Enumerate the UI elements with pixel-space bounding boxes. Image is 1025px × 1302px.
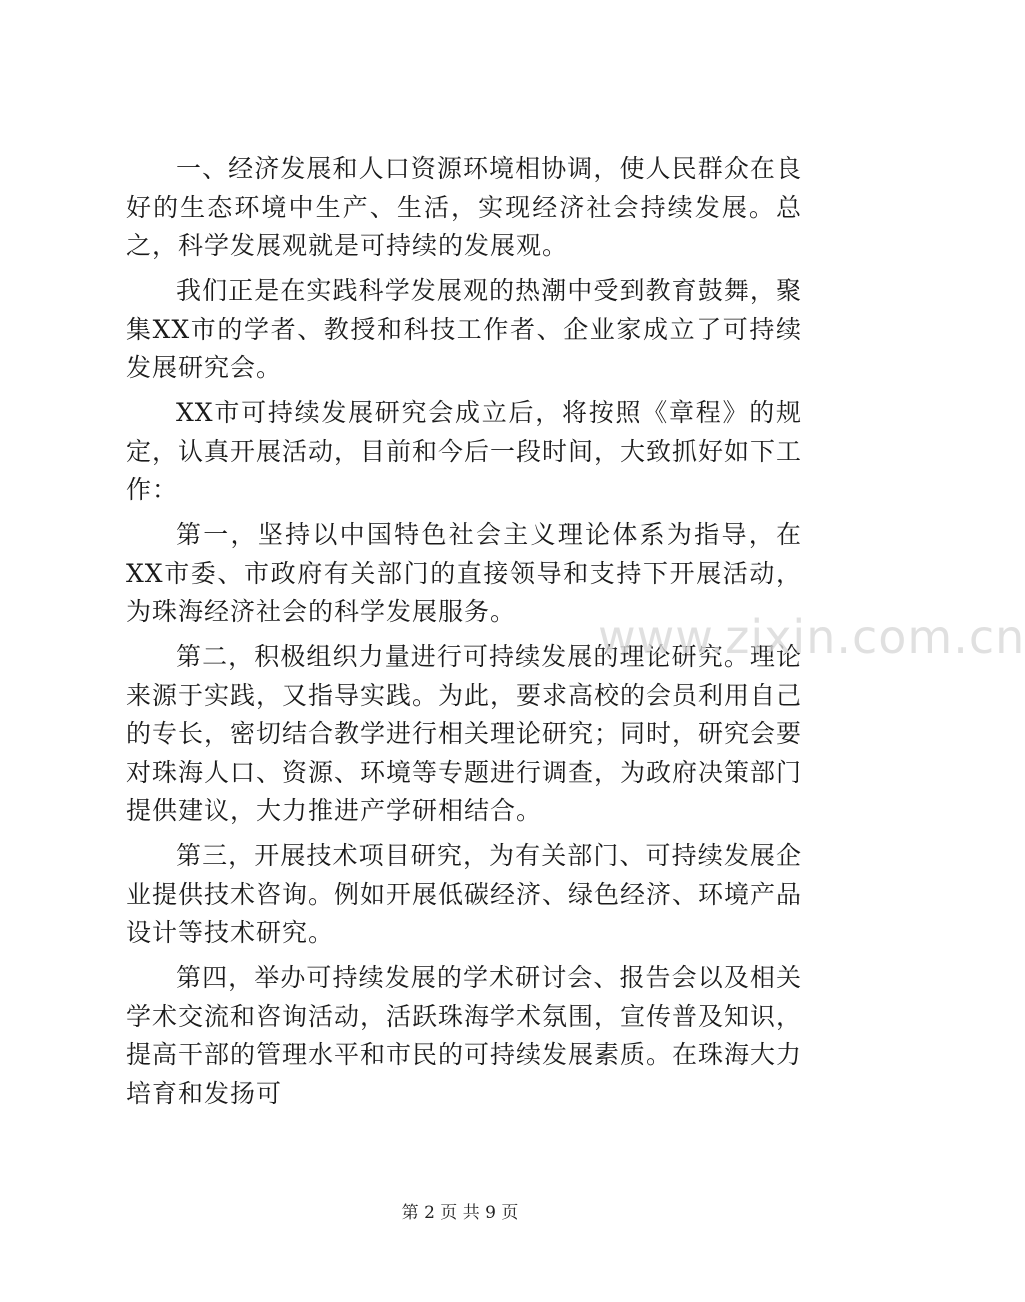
page-footer: 第 2 页 共 9 页 <box>401 1203 519 1223</box>
watermark: www.zixin.com.cn <box>598 610 1025 664</box>
paragraph-4: 第一，坚持以中国特色社会主义理论体系为指导，在XX市委、市政府有关部门的直接领导和支持下开展活动，为珠海经济社会的科学发展服务。 <box>126 520 802 626</box>
paragraph-7: 第四，举办可持续发展的学术研讨会、报告会以及相关学术交流和咨询活动，活跃珠海学术氛围，宣传普及知识，提高干部的管理水平和市民的可持续发展素质。在珠海大力培育和发扬可 <box>126 963 803 1108</box>
paragraph-2: 我们正是在实践科学发展观的热潮中受到教育鼓舞，聚集XX市的学者、教授和科技工作者、企业家成立了可持续发展研究会。 <box>126 276 802 382</box>
paragraph-1: 一、经济发展和人口资源环境相协调，使人民群众在良好的生态环境中生产、生活，实现经济社会持续发展。总之，科学发展观就是可持续的发展观。 <box>126 154 802 260</box>
paragraph-3: XX市可持续发展研究会成立后，将按照《章程》的规定，认真开展活动，目前和今后一段时间，大致抓好如下工作： <box>126 398 803 504</box>
paragraph-6: 第三，开展技术项目研究，为有关部门、可持续发展企业提供技术咨询。例如开展低碳经济、绿色经济、环境产品设计等技术研究。 <box>126 841 803 947</box>
paragraph-5: 第二，积极组织力量进行可持续发展的理论研究。理论来源于实践，又指导实践。为此，要求高校的会员利用自己的专长，密切结合教学进行相关理论研究；同时，研究会要对珠海人口、资源、环境等专题进行调查，为政府决策部门提供建议，大力推进产学研相结合。 <box>126 642 803 825</box>
